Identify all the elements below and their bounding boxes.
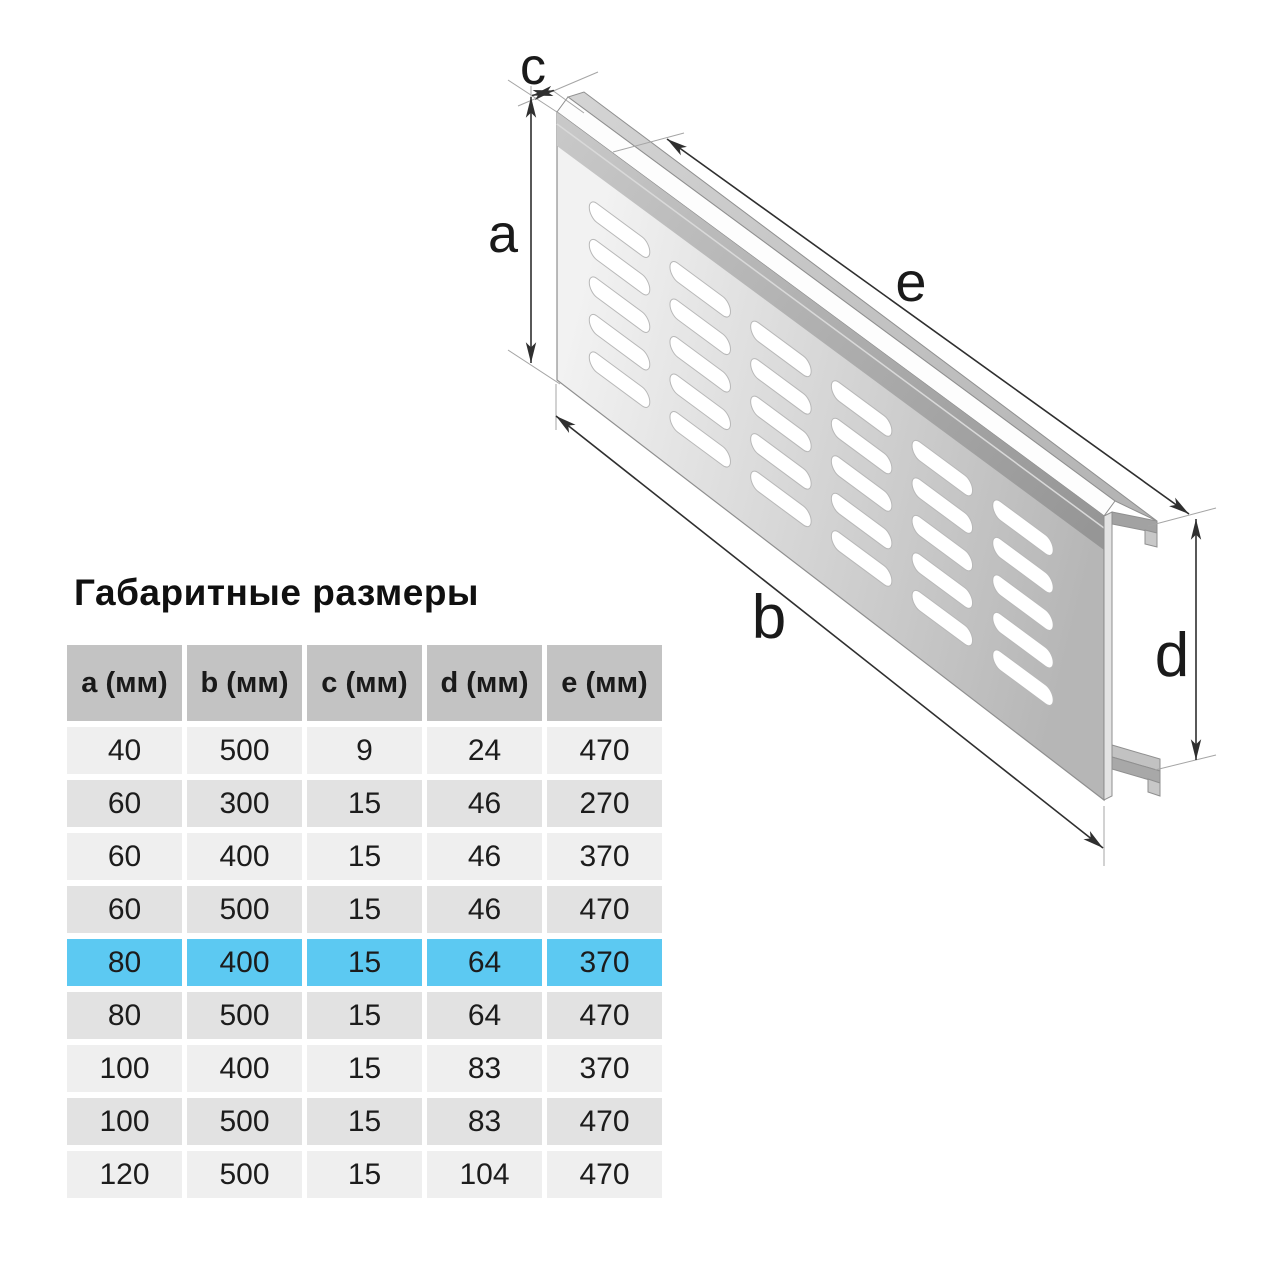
table-header-cell: d (мм): [427, 645, 542, 721]
table-cell: 15: [307, 886, 422, 933]
dim-label-b: b: [751, 583, 787, 652]
table-cell-highlighted: 80: [67, 939, 182, 986]
table-cell: 300: [187, 780, 302, 827]
table-cell: 104: [427, 1151, 542, 1198]
table-cell: 15: [307, 833, 422, 880]
section-title: Габаритные размеры: [74, 572, 480, 613]
table-cell: 470: [547, 727, 662, 774]
duct-top-lip: [1112, 512, 1157, 533]
table-cell: 500: [187, 886, 302, 933]
table-cell: 500: [187, 992, 302, 1039]
table-cell: 9: [307, 727, 422, 774]
table-cell: 470: [547, 886, 662, 933]
table-header-cell: a (мм): [67, 645, 182, 721]
table-cell-highlighted: 370: [547, 939, 662, 986]
table-cell: 60: [67, 780, 182, 827]
dim-label-a: a: [487, 204, 519, 264]
table-cell-highlighted: 15: [307, 939, 422, 986]
table-cell: 100: [67, 1098, 182, 1145]
table-cell: 83: [427, 1045, 542, 1092]
table-cell: 400: [187, 833, 302, 880]
table-cell: 500: [187, 1151, 302, 1198]
table-cell: 15: [307, 1045, 422, 1092]
table-cell: 15: [307, 992, 422, 1039]
table-cell: 15: [307, 780, 422, 827]
table-cell: 370: [547, 1045, 662, 1092]
dim-label-e: e: [895, 250, 927, 313]
table-cell: 400: [187, 1045, 302, 1092]
table-cell: 270: [547, 780, 662, 827]
table-cell-highlighted: 64: [427, 939, 542, 986]
table-cell: 470: [547, 1151, 662, 1198]
table-cell: 500: [187, 727, 302, 774]
table-cell: 100: [67, 1045, 182, 1092]
table-cell: 24: [427, 727, 542, 774]
table-cell: 46: [427, 886, 542, 933]
table-cell: 64: [427, 992, 542, 1039]
table-cell: 60: [67, 833, 182, 880]
table-header-cell: c (мм): [307, 645, 422, 721]
table-cell: 470: [547, 992, 662, 1039]
table-cell: 120: [67, 1151, 182, 1198]
table-cell: 46: [427, 833, 542, 880]
table-cell: 15: [307, 1151, 422, 1198]
table-cell: 370: [547, 833, 662, 880]
table-header-cell: e (мм): [547, 645, 662, 721]
dimensions-table: [67, 645, 662, 1198]
table-cell: 470: [547, 1098, 662, 1145]
table-cell: 46: [427, 780, 542, 827]
table-header-cell: b (мм): [187, 645, 302, 721]
table-cell: 60: [67, 886, 182, 933]
table-cell: 83: [427, 1098, 542, 1145]
table-cell: 40: [67, 727, 182, 774]
dim-label-c: c: [520, 38, 546, 96]
grille-right-edge: [1104, 512, 1112, 800]
table-cell: 80: [67, 992, 182, 1039]
duct-top-tab: [1145, 530, 1157, 547]
dim-label-d: d: [1154, 621, 1190, 690]
table-cell-highlighted: 400: [187, 939, 302, 986]
table-cell: 500: [187, 1098, 302, 1145]
table-cell: 15: [307, 1098, 422, 1145]
